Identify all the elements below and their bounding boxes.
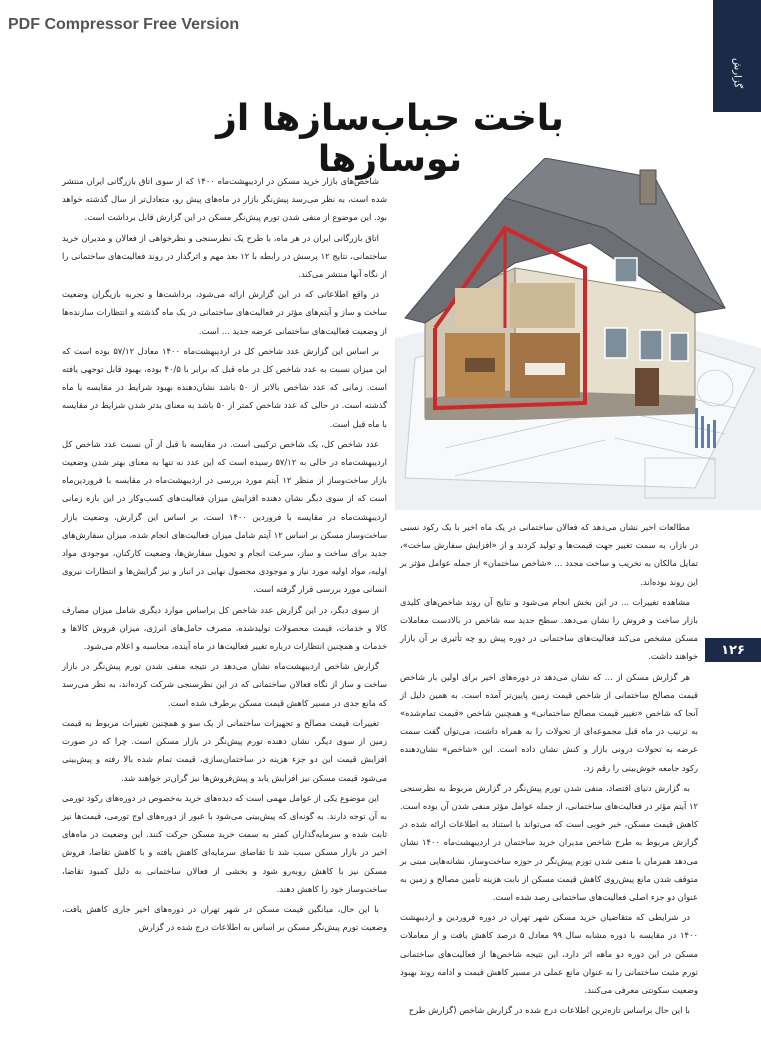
section-label: گزارش [731, 57, 743, 88]
page-number-badge [705, 638, 761, 662]
paragraph: هر گزارش مسکن از ... که نشان می‌دهد در دوره‌های اخیر برای اولین بار شاخص قیمت مصالح ساختمانی از شاخص قیمت زمین پایین‌تر آمده است. به همین دلیل از آنجا که شاخص «تغییر قیمت مصالح ساختمانی» و همچنین شاخص «قیمت تمام‌شده» به ترتیب در ماه قبل مجموعه‌ای از تحولات را به همراه داشت، می‌توان گفت سمت عرضه به تحولات درونی بازار و کنش نشان داده است. این «شاخص» نشان‌دهنده رکود جامعه خوش‌بینی را رقم زد. [400, 671, 698, 773]
paragraph: اتاق بازرگانی ایران در هر ماه، با طرح یک نظرسنجی و نظرخواهی از فعالان و مدیران خرید ساختمانی، نتایج ۱۲ پرسش در رابطه با ۱۲ بعد مهم و اثرگذار در روند فعالیت‌های ساختمانی را از نگاه آنها منتشر می‌کند. [62, 232, 387, 280]
paragraph: به گزارش دنیای اقتصاد، منفی شدن تورم پیش‌نگر در گزارش مربوط به نظرسنجی ۱۲ آیتم مؤثر در فعالیت‌های ساختمانی، از جمله عوامل مؤثر منفی شدن آن بوده است. کاهش قیمت مسکن، خبر خوبی است که می‌تواند با استناد به اطلاعات ارائه شده در گزارش مربوط به طرح شاخص مدیران خرید ساختمان در اردیبهشت‌ماه ۱۴۰۰ نشان می‌دهد همزمان با منفی شدن تورم پیش‌نگر در حوزه ساخت‌وساز، نشانه‌هایی مبنی بر متوقف شدن مانع پیش‌روی کاهش قیمت مسکن از بابت هزینه تأمین مصالح و زمین به عنوان دو جزء اصلی فعالیت‌های ساختمانی رصد شده است. [400, 782, 698, 903]
paragraph: تغییرات قیمت مصالح و تجهیزات ساختمانی از یک سو و همچنین تغییرات مربوط به قیمت زمین از سوی دیگر، نشان دهنده تورم پیش‌نگر در بازار مسکن است. چرا که در صورت افزایش قیمت این دو جزء هزینه در ساختمان‌سازی، قیمت تمام شده بالا رفته و پیش‌بینی می‌شود قیمت مسکن نیز افزایش یابد و پیش‌فروش‌ها نیز گران‌تر خواهند شد. [62, 717, 387, 783]
article-column-right [400, 518, 698, 1021]
article-headline: باخت حباب‌سازها از نوسازها [216, 98, 564, 180]
paragraph: از سوی دیگر، در این گزارش عدد شاخص کل براساس موارد دیگری شامل میزان مصارف کالا و خدمات، قیمت محصولات تولیدشده، مصرف حامل‌های انرژی، میزان فروش کالاها و خدمات و همچنین انتظارات درباره تغییر فعالیت‌ها در ماه آینده، محاسبه و اعلام می‌شود. [62, 604, 387, 652]
paragraph: این موضوع یکی از عوامل مهمی است که دیده‌های خرید به‌خصوص در دوره‌های رکود تورمی به آن توجه دارند. به گونه‌ای که پیش‌بینی می‌شود با عبور از دوره‌های اوج تورمی، قیمت‌ها نیز ثابت شده و سرمایه‌گذاران کمتر به سمت خرید مسکن حرکت کنند. این وضعیت در ماه‌های اخیر در بازار مسکن سبب شد تا تقاضای سرمایه‌ای کاهش یافته و با کاهش تقاضا، فروش مسکن نیز با کاهش روبه‌رو شود و بخشی از فعالان ساختمانی به دلیل کمبود تقاضا، ساخت‌وساز خود را کاهش دهند. [62, 792, 387, 894]
paragraph: در واقع اطلاعاتی که در این گزارش ارائه می‌شود، برداشت‌ها و تجربه بازیگران وضعیت ساخت و ساز و آیتم‌های مؤثر در فعالیت‌های ساختمانی در یک ماه گذشته و انتظارات سازنده‌ها از وضعیت فعالیت‌های ساختمانی عرضه جدید ... است. [62, 289, 387, 336]
paragraph: با این حال براساس تازه‌ترین اطلاعات درج شده در گزارش شاخص (گزارش طرح [408, 1005, 690, 1016]
paragraph: گزارش شاخص اردیبهشت‌ماه نشان می‌دهد در نتیجه منفی شدن تورم پیش‌نگر در بازار ساخت و ساز از نگاه فعالان ساختمانی که در این نظرسنجی شرکت کرده‌اند، به نظر می‌رسد که مانع جدی در مسیر کاهش قیمت مسکن برطرف شده است. [62, 661, 387, 708]
pdf-compressor-watermark: PDF Compressor Free Version [8, 16, 240, 33]
paragraph: بر اساس این گزارش عدد شاخص کل در اردیبهشت‌ماه ۱۴۰۰ معادل ۵۷/۱۲ بوده است که این میزان نسبت به عدد شاخص کل در ماه قبل که برابر با ۴۰/۵ بوده، بهبود قابل توجهی یافته است. زمانی که عدد شاخص بالاتر از ۵۰ باشد نشان‌دهنده بهبود شرایط در مقایسه با ماه گذشته است. در حالی که عدد شاخص کمتر از ۵۰ باشد به معنای بدتر شدن شرایط در مقایسه با ماه قبل است. [62, 345, 387, 429]
house-illustration [395, 158, 761, 510]
paragraph: با این حال، میانگین قیمت مسکن در شهر تهران در دوره‌های اخیر جاری کاهش یافت، وضعیت تورم پیش‌نگر مسکن بر اساس به اطلاعات درج شده در گزارش [62, 903, 387, 933]
paragraph: عدد شاخص کل، یک شاخص ترکیبی است. در مقایسه با قبل از آن نسبت عدد شاخص کل اردیبهشت‌ماه در حالی به ۵۷/۱۲ رسیده است که این عدد نه تنها به معنای بهتر شدن وضعیت بازار ساخت‌وساز از منظر ۱۲ آیتم مورد بررسی در اردیبهشت‌ماه در مقایسه با فروردین‌ماه است که از سوی دیگر نشان دهنده افزایش میزان فعالیت‌های کسب‌وکار در این بازه زمانی اردیبهشت‌ماه در مقایسه با فروردین ۱۴۰۰ است. بر اساس این گزارش، وضعیت بازار ساخت‌وساز مسکن بر اساس ۱۲ آیتم شامل میزان فعالیت‌های انجام شده، میزان سفارش‌های جدید برای ساخت و ساز، سرعت انجام و تحویل سفارش‌ها، وضعیت کارکنان، موجودی مواد اولیه، مواد اولیه مورد نیاز و موجودی محصول نهایی در انبار و نیز گرایش‌ها و انتظارات نیروی انسانی مورد بررسی قرار گرفته است. [62, 438, 388, 595]
article-column-left [62, 172, 387, 938]
paragraph: شاخص‌های بازار خرید مسکن در اردیبهشت‌ماه ۱۴۰۰ که از سوی اتاق بازرگانی ایران منتشر شده است، به نظر می‌رسد پیش‌نگر بازار در ماه‌های پیش رو، متعادل‌تر از سال گذشته خواهد بود. این موضوع از منفی شدن تورم پیش‌نگر مسکن در این گزارش قابل برداشت است. [62, 176, 387, 223]
paragraph: مطالعات اخیر نشان می‌دهد که فعالان ساختمانی در یک ماه اخیر با یک رکود نسبی در بازار، به سمت تغییر جهت قیمت‌ها و تولید کردند و از «افزایش سفارش ساخت»، تمایل مالکان به تخریب و ساخت مجدد ... «شاخص ساختمان» از جمله عوامل مؤثر بر این روند بوده‌اند. [400, 522, 698, 587]
page-number: ۱۲۶ [721, 642, 745, 658]
paragraph: مشاهده تغییرات ... در این بخش انجام می‌شود و نتایج آن روند شاخص‌های کلیدی بازار ساخت و فروش را نشان می‌دهد. سطح جدید سه شاخص در بالادست معاملات مسکن مشخص می‌کند فعالیت‌های ساختمانی در دوره پیش رو چه تأثیری بر آن بازار خواهند داشت. [400, 596, 698, 662]
paragraph: در شرایطی که متقاضیان خرید مسکن شهر تهران در دوره فروردین و اردیبهشت ۱۴۰۰ در مقایسه با دوره مشابه سال ۹۹ معادل ۵ درصد کاهش یافت و از معاملات مسکن در این دوره دو ماهه اثر دارد، این نتیجه شاخص‌ها از فعالیت‌های ساختمانی تورم مثبت ساختمانی را به عنوان مانع عملی در مسیر کاهش قیمت و ادامه روند بهبود وضعیت سکونتی معرفی می‌کنند. [400, 912, 699, 996]
section-tab [713, 0, 761, 112]
